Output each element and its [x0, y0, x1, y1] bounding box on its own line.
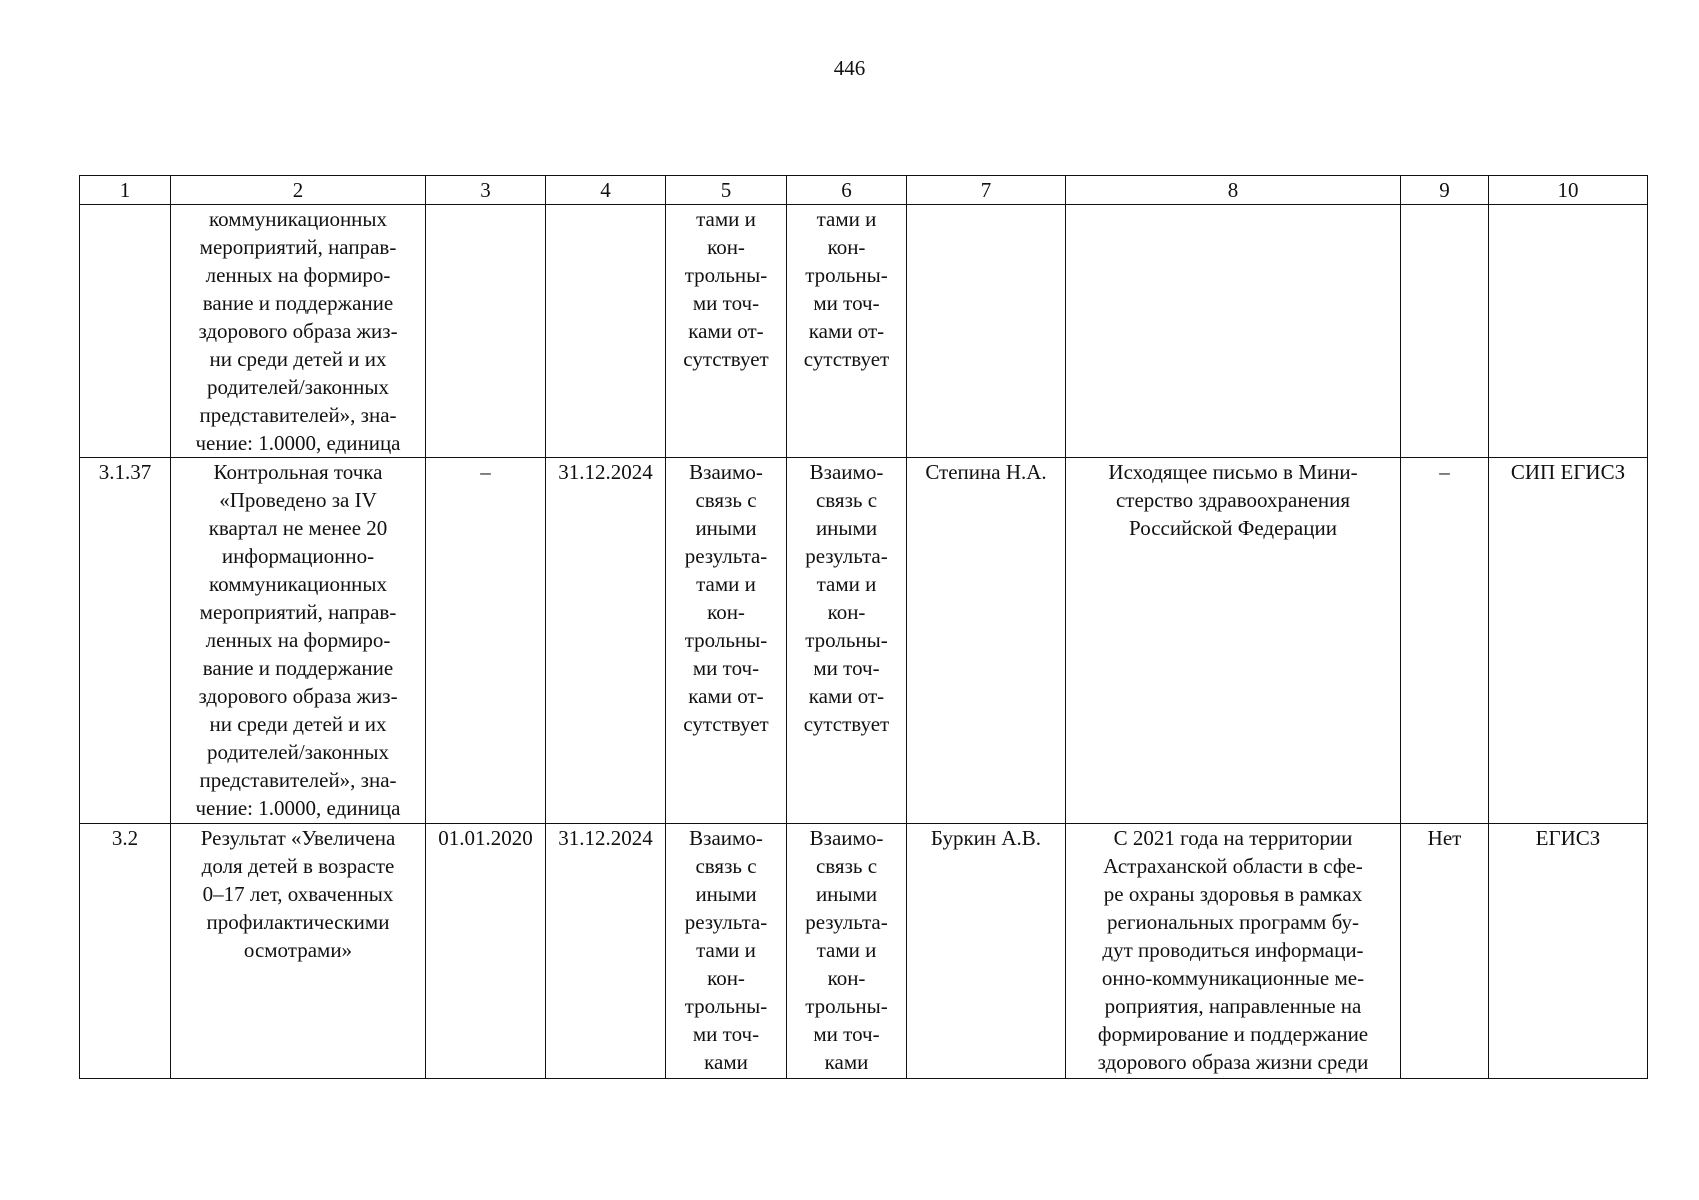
relation-cell: Взаимо- связь с иными результа- тами и кон- трольны- ми точ- ками от- сутствует [787, 458, 907, 824]
row-number-cell [80, 205, 171, 458]
table-row [80, 824, 1648, 1079]
row-number-cell: 3.2 [80, 824, 171, 1079]
start-date-cell: – [426, 458, 546, 824]
relation-cell: тами и кон- трольны- ми точ- ками от- сутствует [787, 205, 907, 458]
document-cell: С 2021 года на территории Астраханской области в сфе- ре охраны здоровья в рамках региональных программ бу- дут проводиться информаци- онно-коммуникационные ме- роприятия, направленные на формирование и поддержание здорового образа жизни среди [1066, 824, 1401, 1079]
end-date-cell [546, 205, 666, 458]
start-date-cell [426, 205, 546, 458]
responsible-cell: Буркин А.В. [907, 824, 1066, 1079]
end-date-cell: 31.12.2024 [546, 824, 666, 1079]
column-header: 5 [666, 176, 787, 205]
row-number-cell: 3.1.37 [80, 458, 171, 824]
description-cell: Контрольная точка «Проведено за IV квартал не менее 20 информационно- коммуникационных мероприятий, направ- ленных на формиро- вание и поддержание здорового образа жиз- ни среди детей и их родителей/законных представителей», зна- чение: 1.0000, единица [171, 458, 426, 824]
column-header: 2 [171, 176, 426, 205]
column-header: 6 [787, 176, 907, 205]
description-cell: Результат «Увеличена доля детей в возрасте 0–17 лет, охваченных профилактическими осмотрами» [171, 824, 426, 1079]
system-cell: ЕГИСЗ [1489, 824, 1648, 1079]
column-header: 1 [80, 176, 171, 205]
column-header: 9 [1401, 176, 1489, 205]
column-header: 3 [426, 176, 546, 205]
document-cell: Исходящее письмо в Мини- стерство здравоохранения Российской Федерации [1066, 458, 1401, 824]
system-cell [1489, 205, 1648, 458]
document-table [79, 175, 1648, 1079]
end-date-cell: 31.12.2024 [546, 458, 666, 824]
relation-cell: тами и кон- трольны- ми точ- ками от- сутствует [666, 205, 787, 458]
responsible-cell [907, 205, 1066, 458]
level-cell: Нет [1401, 824, 1489, 1079]
level-cell: – [1401, 458, 1489, 824]
column-header: 8 [1066, 176, 1401, 205]
relation-cell: Взаимо- связь с иными результа- тами и кон- трольны- ми точ- ками от- сутствует [666, 458, 787, 824]
relation-cell: Взаимо- связь с иными результа- тами и кон- трольны- ми точ- ками [787, 824, 907, 1079]
start-date-cell: 01.01.2020 [426, 824, 546, 1079]
system-cell: СИП ЕГИСЗ [1489, 458, 1648, 824]
responsible-cell: Степина Н.А. [907, 458, 1066, 824]
level-cell [1401, 205, 1489, 458]
description-cell: коммуникационных мероприятий, направ- ленных на формиро- вание и поддержание здорового образа жиз- ни среди детей и их родителей/законных представителей», зна- чение: 1.0000, единица [171, 205, 426, 458]
document-cell [1066, 205, 1401, 458]
table-row [80, 458, 1648, 824]
column-header: 7 [907, 176, 1066, 205]
page-number: 446 [833, 56, 866, 80]
column-header: 4 [546, 176, 666, 205]
relation-cell: Взаимо- связь с иными результа- тами и кон- трольны- ми точ- ками [666, 824, 787, 1079]
table-row [80, 205, 1648, 458]
column-header: 10 [1489, 176, 1648, 205]
table-header-row [80, 176, 1648, 205]
